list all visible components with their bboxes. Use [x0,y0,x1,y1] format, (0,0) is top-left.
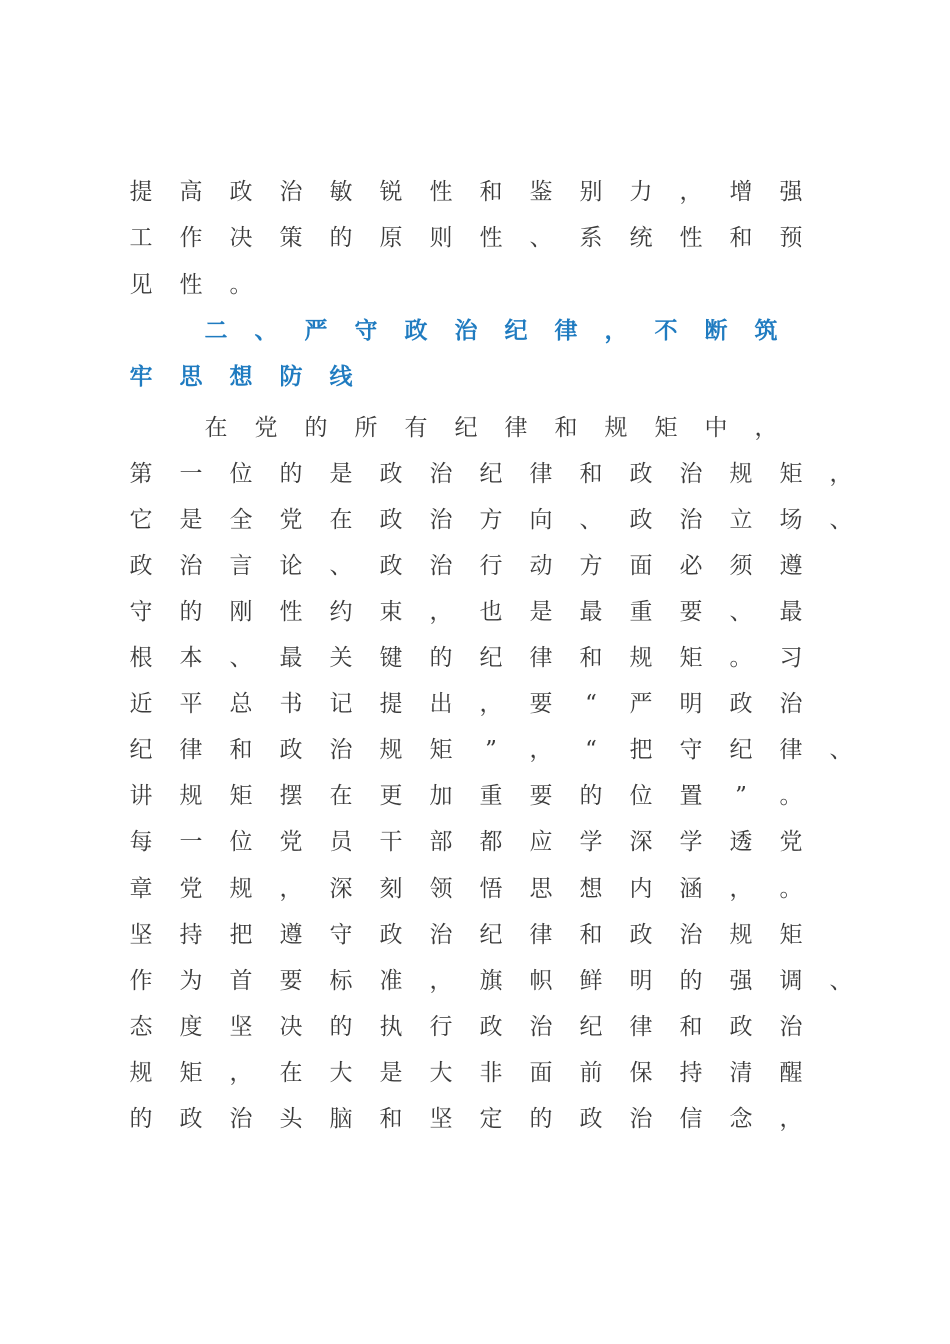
text-line: 政 治 言 论 、 政 治 行 动 方 面 必 须 遵 [129,553,803,579]
text-line: 守 的 刚 性 约 束 ， 也 是 最 重 要 、 最 [129,599,803,625]
text-line: 讲 规 矩 摆 在 更 加 重 要 的 位 置 ” 。 [129,783,803,809]
text-line: 它 是 全 党 在 政 治 方 向 、 政 治 立 场 、 [129,507,853,533]
text-line: 态 度 坚 决 的 执 行 政 治 纪 律 和 政 治 [129,1014,803,1040]
section-heading: 牢 思 想 防 线 [129,363,353,390]
text-line: 坚 持 把 遵 守 政 治 纪 律 和 政 治 规 矩 [129,922,803,948]
text-line: 作 为 首 要 标 准 ， 旗 帜 鲜 明 的 强 调 、 [129,968,853,994]
text-line: 根 本 、 最 关 键 的 纪 律 和 规 矩 。 习 [129,645,803,671]
text-line: 近 平 总 书 记 提 出 ， 要 “ 严 明 政 治 [129,691,803,717]
text-line: 在 党 的 所 有 纪 律 和 规 矩 中 ， [204,415,778,441]
text-line: 工 作 决 策 的 原 则 性 、 系 统 性 和 预 [129,225,803,251]
text-line: 见 性 。 [129,272,253,298]
text-line: 纪 律 和 政 治 规 矩 ” ， “ 把 守 纪 律 、 [129,737,853,763]
text-line: 每 一 位 党 员 干 部 都 应 学 深 学 透 党 [129,829,803,855]
text-line: 第 一 位 的 是 政 治 纪 律 和 政 治 规 矩 ， [129,461,853,487]
text-line: 的 政 治 头 脑 和 坚 定 的 政 治 信 念 ， [129,1106,803,1132]
text-line: 规 矩 ， 在 大 是 大 非 面 前 保 持 清 醒 [129,1060,803,1086]
section-heading: 二 、 严 守 政 治 纪 律 ， 不 断 筑 [204,317,778,344]
text-line: 提 高 政 治 敏 锐 性 和 鉴 别 力 ， 增 强 [129,179,803,205]
text-line: 章 党 规 ， 深 刻 领 悟 思 想 内 涵 ， 。 [129,876,803,902]
